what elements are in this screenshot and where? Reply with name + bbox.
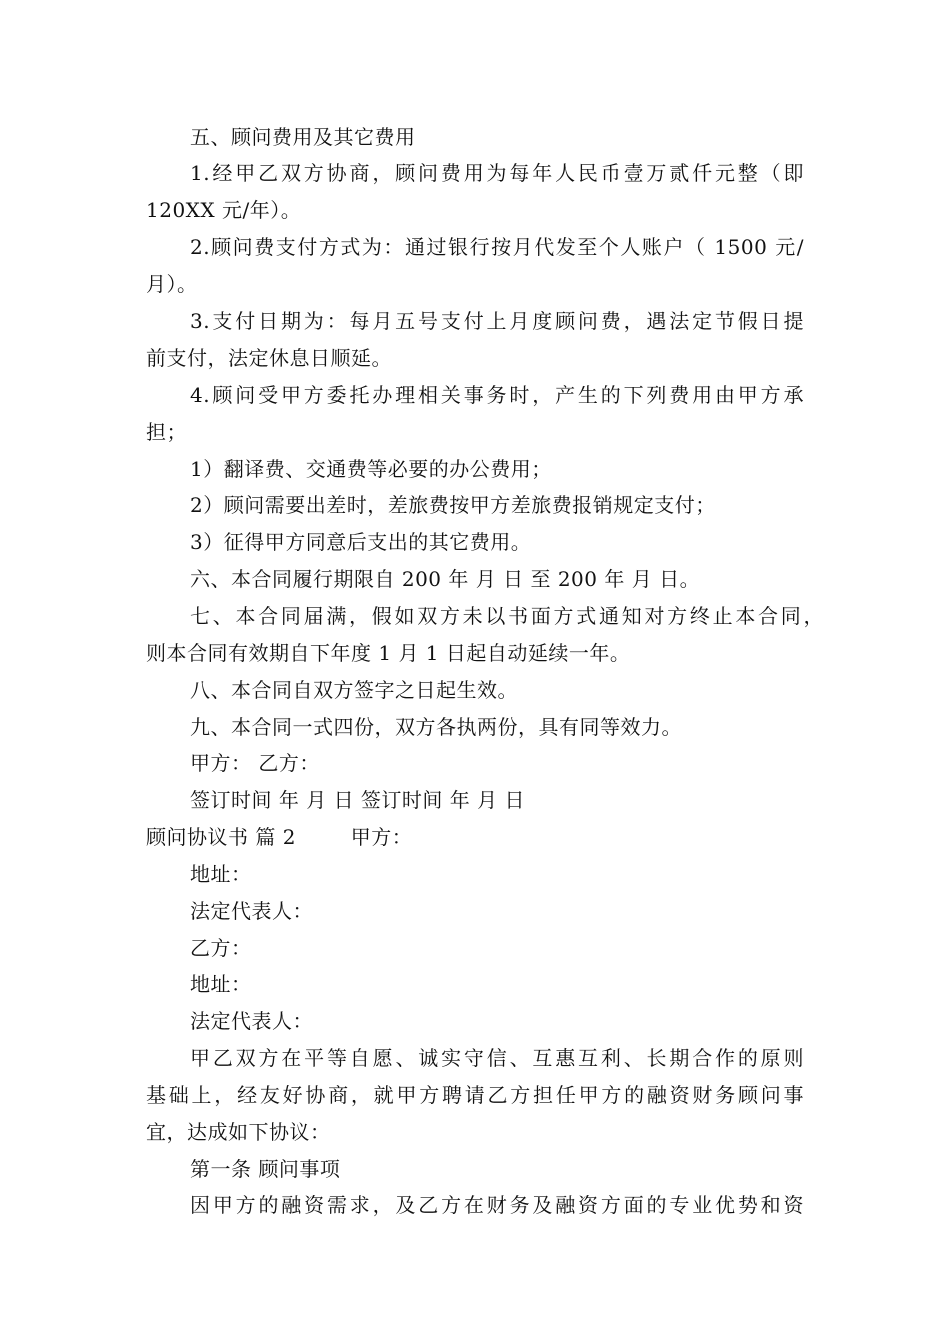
list-item: 3）征得甲方同意后支出的其它费用。 [190, 530, 532, 554]
article-heading-1: 第一条 顾问事项 [190, 1157, 341, 1181]
paragraph-line: 则本合同有效期自下年度 1 月 1 日起自动延续一年。 [146, 641, 631, 665]
section-heading-6: 六、本合同履行期限自 200 年 月 日 至 200 年 月 日。 [190, 567, 701, 591]
paragraph-line: 前支付，法定休息日顺延。 [146, 346, 392, 370]
section-heading-7: 七、本合同届满，假如双方未以书面方式通知对方终止本合同， [190, 604, 824, 628]
paragraph-line: 因甲方的融资需求，及乙方在财务及融资方面的专业优势和资 [190, 1193, 804, 1217]
paragraph-line: 120XX 元/年）。 [146, 198, 302, 222]
signature-dates: 签订时间 年 月 日 签订时间 年 月 日 [190, 788, 526, 812]
paragraph-line: 4.顾问受甲方委托办理相关事务时，产生的下列费用由甲方承 [190, 383, 804, 407]
party-b-address: 地址： [190, 972, 252, 996]
party-a-representative: 法定代表人： [190, 899, 313, 923]
list-item: 2）顾问需要出差时，差旅费按甲方差旅费报销规定支付； [190, 493, 716, 517]
paragraph-line: 3.支付日期为：每月五号支付上月度顾问费，遇法定节假日提 [190, 309, 804, 333]
section-heading-9: 九、本合同一式四份，双方各执两份，具有同等效力。 [190, 715, 682, 739]
list-item: 1）翻译费、交通费等必要的办公费用； [190, 457, 552, 481]
party-b-label: 乙方： [190, 936, 252, 960]
section-heading-8: 八、本合同自双方签字之日起生效。 [190, 678, 518, 702]
paragraph-line: 1.经甲乙双方协商，顾问费用为每年人民币壹万贰仟元整（即 [190, 161, 804, 185]
paragraph-line: 宜，达成如下协议： [146, 1120, 331, 1144]
paragraph-line: 担； [146, 420, 187, 444]
party-b-representative: 法定代表人： [190, 1009, 313, 1033]
signature-parties: 甲方： 乙方： [190, 751, 320, 775]
paragraph-line: 2.顾问费支付方式为：通过银行按月代发至个人账户（ 1500 元/ [190, 235, 804, 259]
section-heading-5: 五、顾问费用及其它费用 [190, 125, 416, 149]
party-a-address: 地址： [190, 862, 252, 886]
paragraph-line: 甲乙双方在平等自愿、诚实守信、互惠互利、长期合作的原则 [190, 1046, 804, 1070]
paragraph-line: 月）。 [146, 272, 198, 296]
document-title-part2: 顾问协议书 篇 2 甲方： [146, 825, 413, 849]
paragraph-line: 基础上，经友好协商，就甲方聘请乙方担任甲方的融资财务顾问事 [146, 1083, 804, 1107]
